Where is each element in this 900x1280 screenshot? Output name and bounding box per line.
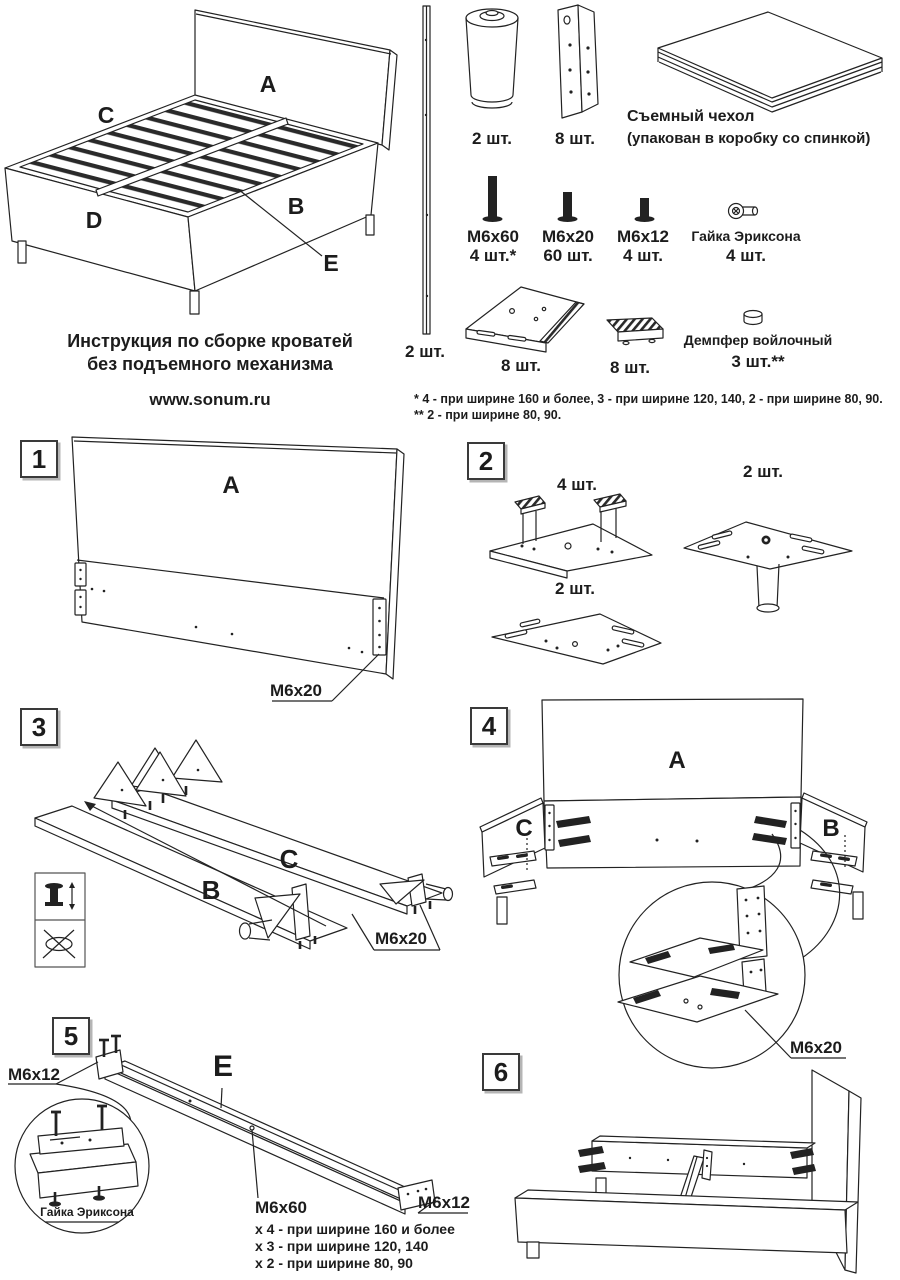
bolt-m6x12-icon bbox=[635, 198, 655, 222]
felt-damper-icon bbox=[744, 311, 762, 325]
step5-note-line3: x 2 - при ширине 80, 90 bbox=[255, 1255, 413, 1271]
website-text: www.sonum.ru bbox=[149, 390, 271, 409]
leg-qty-label: 2 шт. bbox=[472, 129, 512, 148]
parts-list-illustrations bbox=[423, 5, 882, 352]
erikson-nut-qty: 4 шт. bbox=[726, 246, 766, 265]
step2-plate-plain bbox=[492, 614, 661, 664]
leg-cylinder-icon bbox=[466, 9, 518, 108]
overview-label-d: D bbox=[85, 207, 103, 233]
step4-screw-label: M6x20 bbox=[790, 1038, 842, 1057]
bolt-m6x12-qty: 4 шт. bbox=[623, 246, 663, 265]
step3-part-b-label: B bbox=[201, 875, 221, 905]
step1-part-a-label: A bbox=[222, 472, 240, 499]
step2-dampers-qty-label: 4 шт. bbox=[557, 475, 597, 494]
step4-number: 4 bbox=[470, 707, 508, 745]
step1-number: 1 bbox=[20, 440, 58, 478]
step5-note-line2: x 3 - при ширине 120, 140 bbox=[255, 1238, 429, 1254]
bracket-qty-label: 8 шт. bbox=[555, 129, 595, 148]
page-title-line2: без подъемного механизма bbox=[87, 354, 333, 374]
overview-label-a: A bbox=[259, 71, 277, 97]
step4-detail-circle bbox=[618, 882, 805, 1068]
bolt-m6x60-qty: 4 шт.* bbox=[469, 246, 517, 265]
step3-number: 3 bbox=[20, 708, 58, 746]
overview-label-b: B bbox=[287, 193, 305, 219]
overview-label-c: C bbox=[97, 102, 115, 128]
corner-bracket-icon bbox=[558, 5, 598, 118]
felt-damper-name: Демпфер войлочный bbox=[683, 332, 833, 348]
step2-plate-with-leg bbox=[684, 522, 852, 612]
step5-screw-right-label: M6x12 bbox=[418, 1193, 470, 1212]
erikson-nut-name: Гайка Эриксона bbox=[691, 228, 801, 244]
corner-plate-icon bbox=[466, 287, 584, 352]
bolt-m6x20-name: M6x20 bbox=[542, 227, 594, 246]
step3-do-dont-box bbox=[35, 873, 85, 967]
step3-screw-label: M6x20 bbox=[375, 929, 427, 948]
step1-screw-label: M6x20 bbox=[270, 681, 322, 700]
step5-nut-label: Гайка Эриксона bbox=[40, 1205, 134, 1219]
cover-note-label: (упакован в коробку со спинкой) bbox=[627, 130, 871, 147]
strip-qty-label: 2 шт. bbox=[405, 342, 445, 361]
page-title-line1: Инструкция по сборке кроватей bbox=[67, 331, 353, 351]
step2-plate-with-dampers bbox=[490, 494, 652, 578]
bolt-m6x60-icon bbox=[483, 176, 503, 222]
step4-part-c-label: C bbox=[515, 815, 533, 842]
step6-number: 6 bbox=[482, 1053, 520, 1091]
step2-number: 2 bbox=[467, 442, 505, 480]
corner-plate-qty-label: 8 шт. bbox=[501, 356, 541, 375]
step6-assembly-illustration bbox=[515, 1070, 861, 1273]
bolt-m6x60-name: M6x60 bbox=[467, 227, 519, 246]
felt-damper-qty: 3 шт.** bbox=[731, 352, 785, 371]
step5-number: 5 bbox=[52, 1017, 90, 1055]
step5-part-e-label: E bbox=[212, 1050, 233, 1083]
step4-part-b-label: B bbox=[822, 815, 840, 842]
step4-part-a-label: A bbox=[668, 747, 686, 774]
step2-with-leg-qty-label: 2 шт. bbox=[743, 462, 783, 481]
erikson-nut-icon bbox=[729, 204, 758, 219]
removable-cover-icon bbox=[658, 12, 882, 112]
overview-label-e: E bbox=[323, 250, 339, 276]
bolt-m6x20-icon bbox=[558, 192, 578, 222]
bolt-m6x20-qty: 60 шт. bbox=[543, 246, 593, 265]
damper-pad-qty-label: 8 шт. bbox=[610, 358, 650, 377]
step3-part-c-label: C bbox=[279, 844, 299, 874]
footnote-2: ** 2 - при ширине 80, 90. bbox=[414, 408, 562, 422]
cover-name-label: Съемный чехол bbox=[627, 108, 755, 125]
step5-note-line1: x 4 - при ширине 160 и более bbox=[255, 1221, 455, 1237]
step5-note-title: M6x60 bbox=[255, 1198, 307, 1217]
step2-plain-qty-label: 2 шт. bbox=[555, 579, 595, 598]
step5-screw-left-label: M6x12 bbox=[8, 1065, 60, 1084]
footnote-1: * 4 - при ширине 160 и более, 3 - при ширине 120, 140, 2 - при ширине 80, 90. bbox=[414, 392, 883, 406]
bolt-m6x12-name: M6x12 bbox=[617, 227, 669, 246]
side-profile-strip-icon bbox=[423, 6, 430, 334]
damper-pad-icon bbox=[607, 318, 663, 345]
